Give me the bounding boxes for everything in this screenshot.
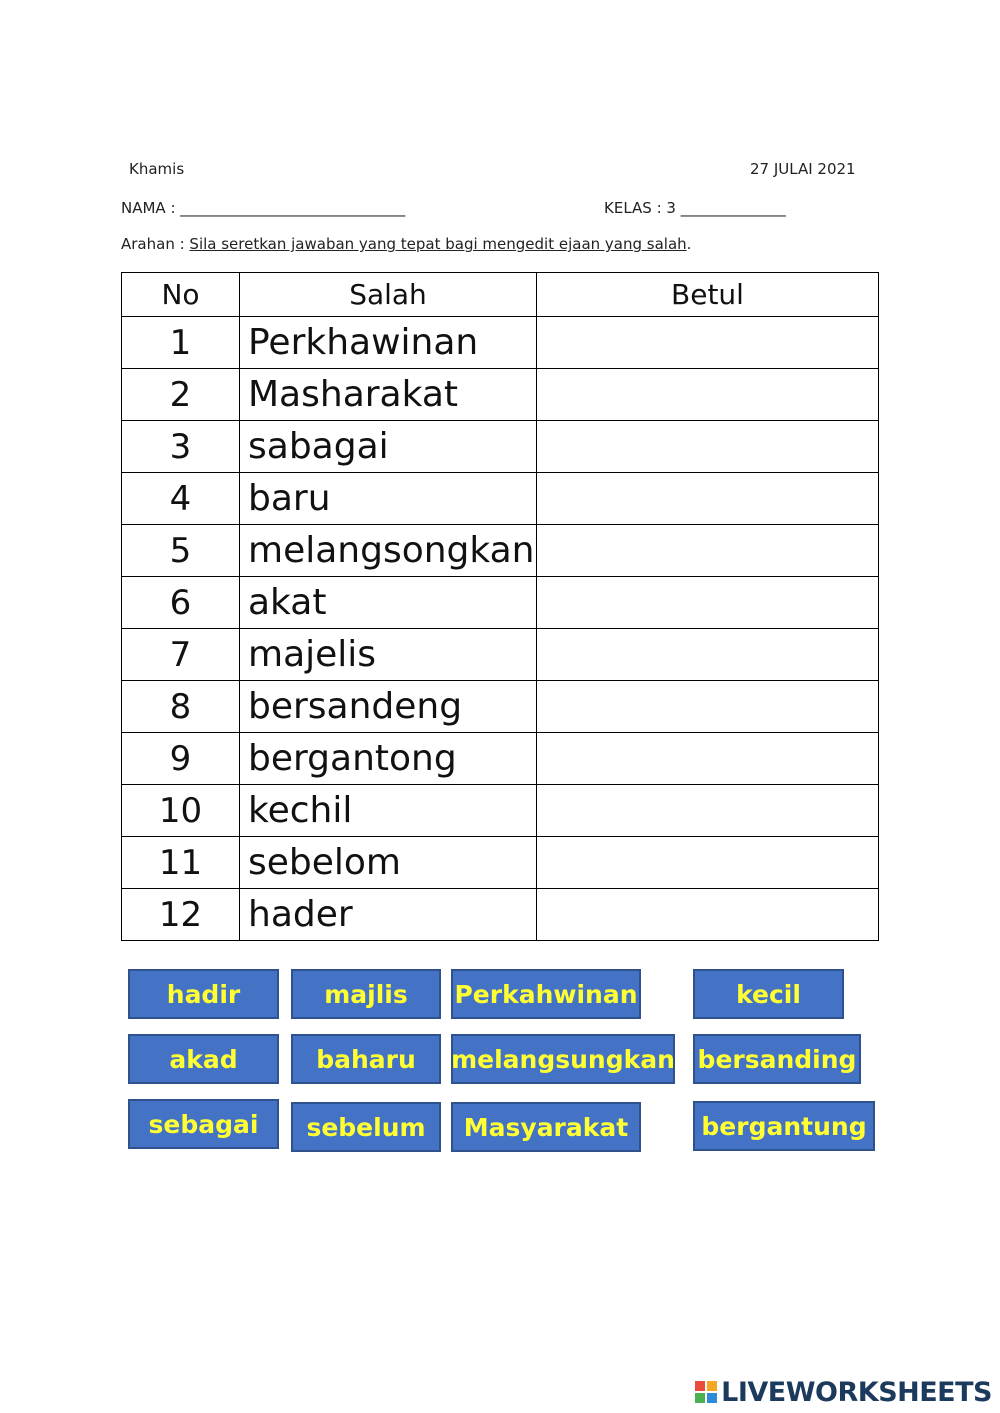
instruction-text: Sila seretkan jawaban yang tepat bagi mengedit ejaan yang salah	[189, 235, 687, 253]
answer-chip-kecil[interactable]: kecil	[693, 969, 844, 1019]
answer-drop-zone[interactable]	[537, 681, 879, 733]
row-number: 5	[122, 525, 240, 577]
table-row	[122, 629, 879, 681]
wrong-word: hader	[240, 889, 537, 941]
wrong-word: sebelom	[240, 837, 537, 889]
row-number: 2	[122, 369, 240, 421]
row-number: 12	[122, 889, 240, 941]
table-row	[122, 317, 879, 369]
wrong-word: Perkhawinan	[240, 317, 537, 369]
wrong-word: majelis	[240, 629, 537, 681]
class-field-label: KELAS : 3 ______________	[604, 199, 786, 217]
row-number: 6	[122, 577, 240, 629]
table-row	[122, 577, 879, 629]
table-row	[122, 889, 879, 941]
table-row	[122, 473, 879, 525]
logo-text: LIVEWORKSHEETS	[721, 1376, 992, 1408]
answer-chip-akad[interactable]: akad	[128, 1034, 279, 1084]
row-number: 11	[122, 837, 240, 889]
instruction-end: .	[686, 235, 692, 253]
row-number: 1	[122, 317, 240, 369]
table-row	[122, 837, 879, 889]
answer-drop-zone[interactable]	[537, 473, 879, 525]
answer-drop-zone[interactable]	[537, 577, 879, 629]
answer-drop-zone[interactable]	[537, 733, 879, 785]
table-header-row	[122, 273, 879, 317]
answer-chip-bersanding[interactable]: bersanding	[693, 1034, 861, 1084]
row-number: 4	[122, 473, 240, 525]
wrong-word: baru	[240, 473, 537, 525]
spelling-table	[121, 272, 879, 941]
wrong-word: kechil	[240, 785, 537, 837]
wrong-word: sabagai	[240, 421, 537, 473]
table-row	[122, 525, 879, 577]
table-row	[122, 369, 879, 421]
answer-chip-perkahwinan[interactable]: Perkahwinan	[451, 969, 641, 1019]
header-no: No	[122, 273, 240, 317]
row-number: 9	[122, 733, 240, 785]
answer-chip-baharu[interactable]: baharu	[291, 1034, 441, 1084]
answer-chip-melangsungkan[interactable]: melangsungkan	[451, 1034, 675, 1084]
row-number: 8	[122, 681, 240, 733]
table-row	[122, 785, 879, 837]
answer-drop-zone[interactable]	[537, 317, 879, 369]
answer-chip-masyarakat[interactable]: Masyarakat	[451, 1102, 641, 1152]
liveworksheets-logo	[695, 1377, 992, 1407]
header-salah: Salah	[240, 273, 537, 317]
answer-drop-zone[interactable]	[537, 837, 879, 889]
answer-drop-zone[interactable]	[537, 889, 879, 941]
answer-drop-zone[interactable]	[537, 629, 879, 681]
liveworksheets-logo-icon	[695, 1381, 717, 1403]
row-number: 10	[122, 785, 240, 837]
wrong-word: bergantong	[240, 733, 537, 785]
row-number: 3	[122, 421, 240, 473]
answer-drop-zone[interactable]	[537, 785, 879, 837]
instruction	[121, 235, 691, 253]
date-label: 27 JULAI 2021	[750, 160, 856, 178]
wrong-word: melangsongkan	[240, 525, 537, 577]
answer-chip-sebagai[interactable]: sebagai	[128, 1099, 279, 1149]
answer-drop-zone[interactable]	[537, 369, 879, 421]
answer-chip-sebelum[interactable]: sebelum	[291, 1102, 441, 1152]
wrong-word: Masharakat	[240, 369, 537, 421]
table-row	[122, 733, 879, 785]
answer-chip-majlis[interactable]: majlis	[291, 969, 441, 1019]
wrong-word: akat	[240, 577, 537, 629]
answer-drop-zone[interactable]	[537, 421, 879, 473]
day-label: Khamis	[129, 160, 185, 178]
instruction-label: Arahan :	[121, 235, 190, 253]
wrong-word: bersandeng	[240, 681, 537, 733]
answer-chip-hadir[interactable]: hadir	[128, 969, 279, 1019]
name-field-label: NAMA : ______________________________	[121, 199, 406, 217]
header-betul: Betul	[537, 273, 879, 317]
row-number: 7	[122, 629, 240, 681]
table-row	[122, 681, 879, 733]
answer-drop-zone[interactable]	[537, 525, 879, 577]
answer-chip-bergantung[interactable]: bergantung	[693, 1101, 875, 1151]
table-row	[122, 421, 879, 473]
